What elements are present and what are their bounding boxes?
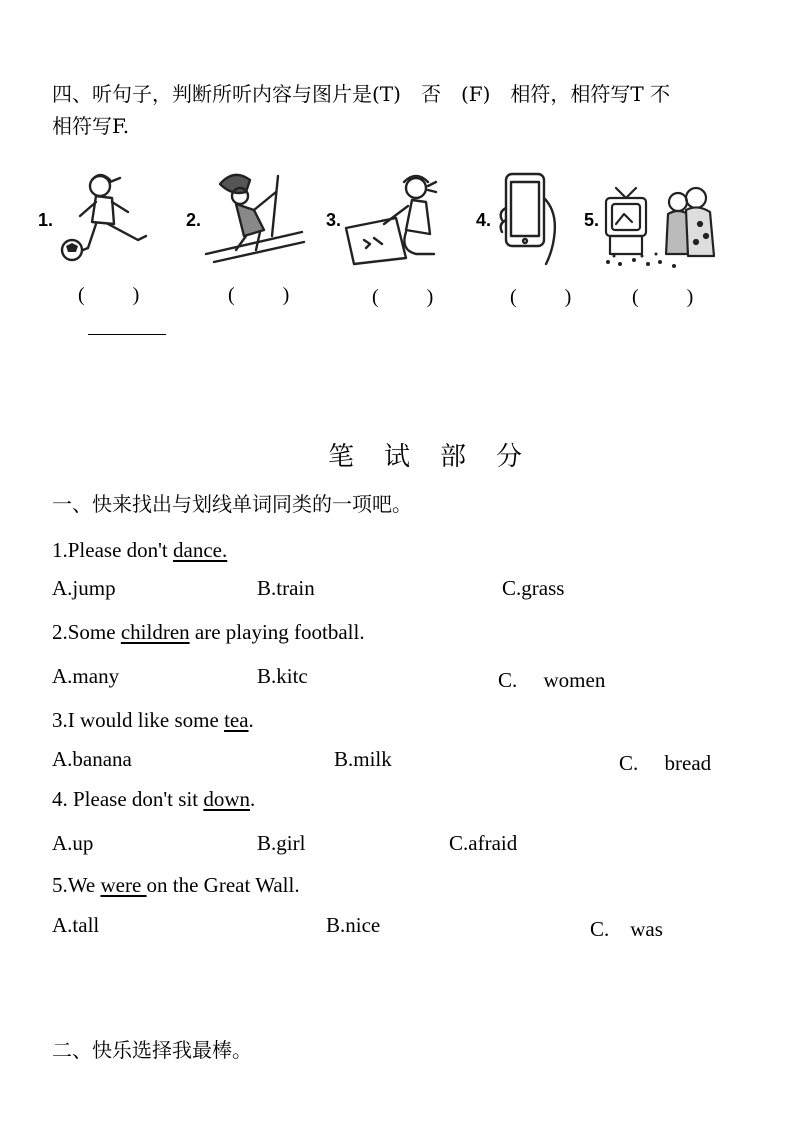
option-a[interactable]: A.banana xyxy=(52,747,132,771)
option-c[interactable]: C. was xyxy=(590,917,663,941)
skier-icon xyxy=(200,166,308,266)
answer-paren[interactable]: ( ) xyxy=(228,284,304,306)
option-b[interactable]: B.girl xyxy=(257,831,306,855)
answer-underline[interactable] xyxy=(88,334,166,335)
question-1: 1.Please don't dance. xyxy=(52,538,228,562)
question-5: 5.We were on the Great Wall. xyxy=(52,873,300,897)
answer-paren[interactable]: ( ) xyxy=(78,284,154,306)
question-3: 3.I would like some tea. xyxy=(52,708,254,732)
option-b[interactable]: B.train xyxy=(257,576,315,600)
section4-instruction-line1: 四、听句子，判断所听内容与图片是(T) 否 (F) 相符，相符写T 不 xyxy=(52,82,671,106)
underlined-word: children xyxy=(120,620,190,644)
underlined-word: down xyxy=(203,787,251,811)
option-a[interactable]: A.jump xyxy=(52,576,116,600)
underlined-word: tea xyxy=(224,708,249,732)
option-a[interactable]: A.many xyxy=(52,664,120,688)
option-c[interactable]: C.afraid xyxy=(449,831,518,855)
option-c[interactable]: C.grass xyxy=(502,576,565,600)
written-section-title: 笔 试 部 分 xyxy=(328,442,525,472)
phone-in-hand-icon xyxy=(494,168,564,268)
option-a[interactable]: A.up xyxy=(52,831,94,855)
drawing-girl-icon xyxy=(342,170,442,266)
part1-heading: 一、快来找出与划线单词同类的一项吧。 xyxy=(52,492,412,516)
picture-number: 1. xyxy=(38,210,54,230)
underlined-word: were xyxy=(100,873,147,897)
family-watching-tv-icon xyxy=(600,184,718,270)
part2-heading: 二、快乐选择我最棒。 xyxy=(52,1038,252,1062)
question-4: 4. Please don't sit down. xyxy=(52,787,256,811)
answer-paren[interactable]: ( ) xyxy=(632,286,708,308)
picture-number: 4. xyxy=(476,210,492,230)
option-c[interactable]: C. bread xyxy=(619,751,712,775)
option-a[interactable]: A.tall xyxy=(52,913,100,937)
option-c[interactable]: C. women xyxy=(498,668,606,692)
section4-instruction-line2: 相符写F. xyxy=(52,114,130,138)
picture-number: 2. xyxy=(186,210,202,230)
soccer-girl-icon xyxy=(58,168,158,268)
option-b[interactable]: B.kitc xyxy=(257,664,308,688)
picture-number: 5. xyxy=(584,210,600,230)
picture-number: 3. xyxy=(326,210,342,230)
underlined-word: dance. xyxy=(173,538,228,562)
answer-paren[interactable]: ( ) xyxy=(372,286,448,308)
question-2: 2.Some children are playing football. xyxy=(52,620,365,644)
option-b[interactable]: B.nice xyxy=(326,913,381,937)
option-b[interactable]: B.milk xyxy=(334,747,392,771)
answer-paren[interactable]: ( ) xyxy=(510,286,586,308)
